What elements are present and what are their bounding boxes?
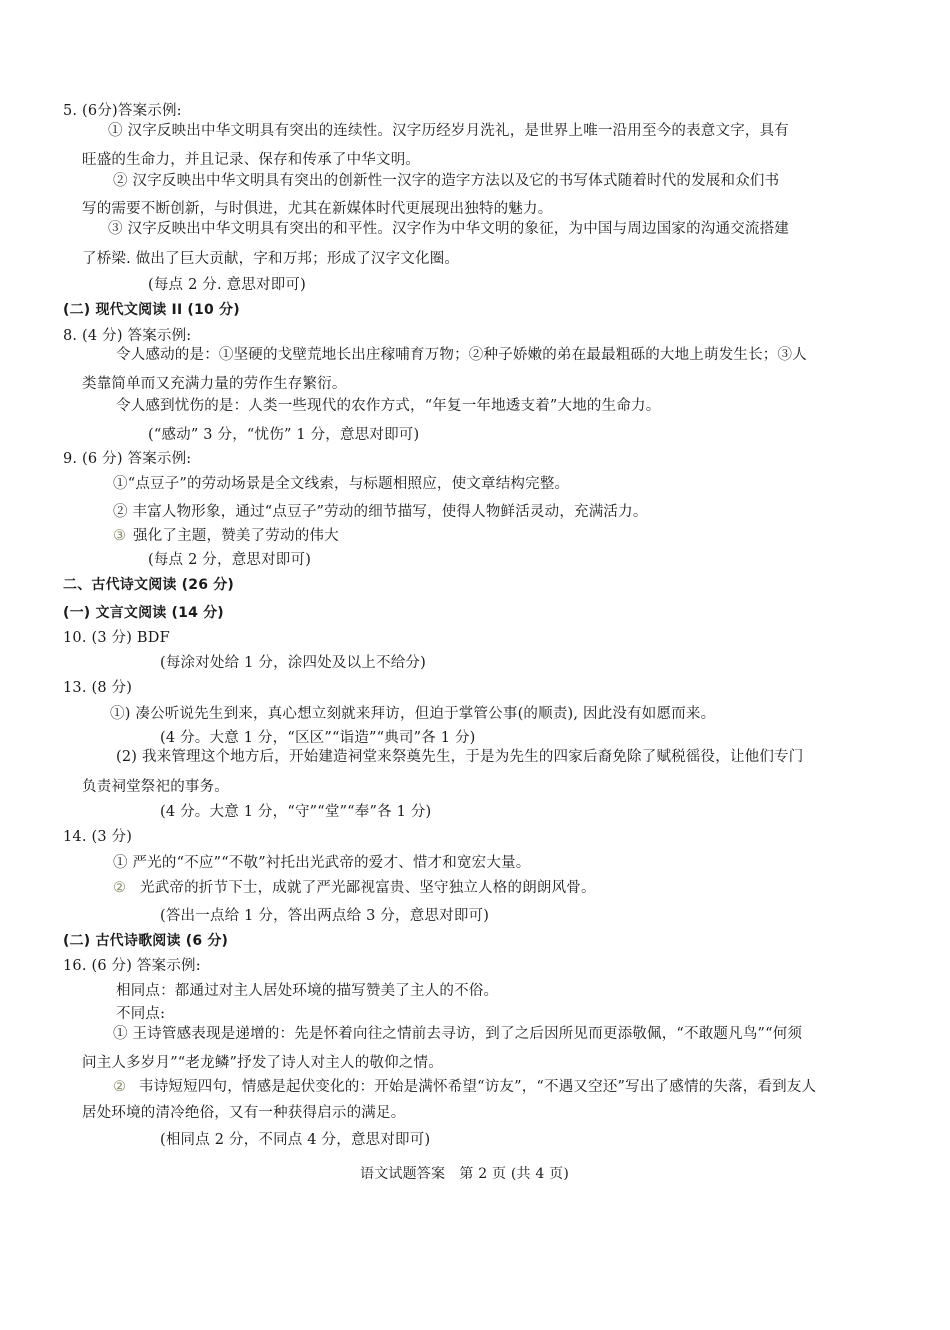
q10-heading-answer: 10. (3 分) BDF xyxy=(63,630,170,646)
q5-scoring-note: (每点 2 分. 意思对即可) xyxy=(148,277,306,293)
section-classical-poetry: (二) 古代诗歌阅读 (6 分) xyxy=(63,933,229,949)
q13-part-2-scoring: (4 分。大意 1 分，“守”“堂”“奉”各 1 分) xyxy=(160,804,432,820)
q16-difference-1-cont: 问主人多岁月”“老龙鳞”抒发了诗人对主人的敬仰之情。 xyxy=(82,1055,443,1071)
q9-point-2: ② 丰富人物形象，通过“点豆子”劳动的细节描写，使得人物鲜活灵动，充满活力。 xyxy=(113,504,648,520)
q16-difference-2-cont: 居处环境的清冷绝俗，又有一种获得启示的满足。 xyxy=(82,1105,406,1121)
q8-moving-part-cont: 类靠简单而又充满力量的劳作生存繁衍。 xyxy=(82,376,347,392)
q16-scoring-note: (相同点 2 分，不同点 4 分，意思对即可) xyxy=(160,1132,431,1148)
q9-point-1: ①“点豆子”的劳动场景是全文线索，与标题相照应，使文章结构完整。 xyxy=(113,476,570,492)
q5-point-3: ③ 汉字反映出中华文明具有突出的和平性。汉字作为中华文明的象征，为中国与周边国家的沟通交流搭建 xyxy=(108,221,790,237)
section-modern-reading-2: (二) 现代文阅读 II (10 分) xyxy=(63,302,240,318)
q16-difference-2: 韦诗短短四句，情感是起伏变化的：开始是满怀希望“访友”，“不遇又空还”写出了感情的失落，看到友人 xyxy=(139,1079,817,1095)
q9-scoring-note: (每点 2 分，意思对即可) xyxy=(148,552,312,568)
q5-point-3-cont: 了桥梁. 做出了巨大贡献，字和万邦；形成了汉字文化圈。 xyxy=(82,251,460,267)
q9-point-3-marker: ③ xyxy=(113,528,127,544)
q9-heading: 9. (6 分) 答案示例: xyxy=(63,451,192,467)
q16-difference-1: ① 王诗管感表现是递增的：先是怀着向往之情前去寻访，到了之后因所见而更添敬佩，“不敢题凡鸟”“何须 xyxy=(113,1026,803,1042)
q14-point-2: 光武帝的折节下士，成就了严光鄙视富贵、坚守独立人格的朗朗风骨。 xyxy=(140,880,596,896)
q8-heading: 8. (4 分) 答案示例: xyxy=(63,328,192,344)
q13-part-2: (2) 我来管理这个地方后，开始建造祠堂来祭奠先生，于是为先生的四家后裔免除了赋税徭役，让他们专门 xyxy=(116,749,804,765)
q5-heading: 5. (6分)答案示例: xyxy=(63,103,182,119)
q14-scoring-note: (答出一点给 1 分，答出两点给 3 分，意思对即可) xyxy=(160,908,490,924)
q9-point-3: 强化了主题，赞美了劳动的伟大 xyxy=(133,528,339,544)
q13-part-2-cont: 负责祠堂祭祀的事务。 xyxy=(82,779,229,795)
q16-similarity: 相同点：都通过对主人居处环境的描写赞美了主人的不俗。 xyxy=(116,983,499,999)
q16-heading: 16. (6 分) 答案示例: xyxy=(63,958,201,974)
q13-part-1: ①) 凑公听说先生到来，真心想立刻就来拜访，但迫于掌管公事(的顺责), 因此没有如愿而来。 xyxy=(110,706,716,722)
page-footer: 语文试题答案 第 2 页 (共 4 页) xyxy=(360,1166,569,1182)
q13-part-1-scoring: (4 分。大意 1 分，“区区”“诣造”“典司”各 1 分) xyxy=(160,730,476,746)
q8-scoring-note: (“感动” 3 分，“忧伤” 1 分，意思对即可) xyxy=(148,427,420,443)
q14-heading: 14. (3 分) xyxy=(63,829,133,845)
q10-scoring-note: (每涂对处给 1 分，涂四处及以上不给分) xyxy=(160,655,426,671)
section-classical-reading: 二、古代诗文阅读 (26 分) xyxy=(63,577,235,593)
q8-sad-part: 令人感到忧伤的是：人类一些现代的农作方式，“年复一年地透支着”大地的生命力。 xyxy=(116,398,661,414)
q16-difference-label: 不同点: xyxy=(116,1006,166,1022)
q14-point-2-marker: ② xyxy=(113,880,127,896)
q16-difference-2-marker: ② xyxy=(113,1079,127,1095)
q5-point-2: ② 汉字反映出中华文明具有突出的创新性一汉字的造字方法以及它的书写体式随着时代的发展和众们书 xyxy=(113,173,780,189)
q5-point-2-cont: 写的需要不断创新，与时俱进，尤其在新媒体时代更展现出独特的魅力。 xyxy=(82,201,553,217)
q5-point-1: ① 汉字反映出中华文明具有突出的连续性。汉字历经岁月洗礼，是世界上唯一沿用至今的表意文字，具有 xyxy=(108,123,790,139)
q14-point-1: ① 严光的“不应”“不敬”衬托出光武帝的爱才、惜才和宽宏大量。 xyxy=(113,855,531,871)
q5-point-1-cont: 旺盛的生命力，并且记录、保存和传承了中华文明。 xyxy=(82,152,421,168)
q8-moving-part: 令人感动的是：①坚硬的戈壁荒地长出庄稼哺育万物；②种子娇嫩的弟在最最粗砾的大地上萌发生长；③人 xyxy=(116,347,807,363)
section-classical-prose: (一) 文言文阅读 (14 分) xyxy=(63,605,224,621)
q13-heading: 13. (8 分) xyxy=(63,680,133,696)
